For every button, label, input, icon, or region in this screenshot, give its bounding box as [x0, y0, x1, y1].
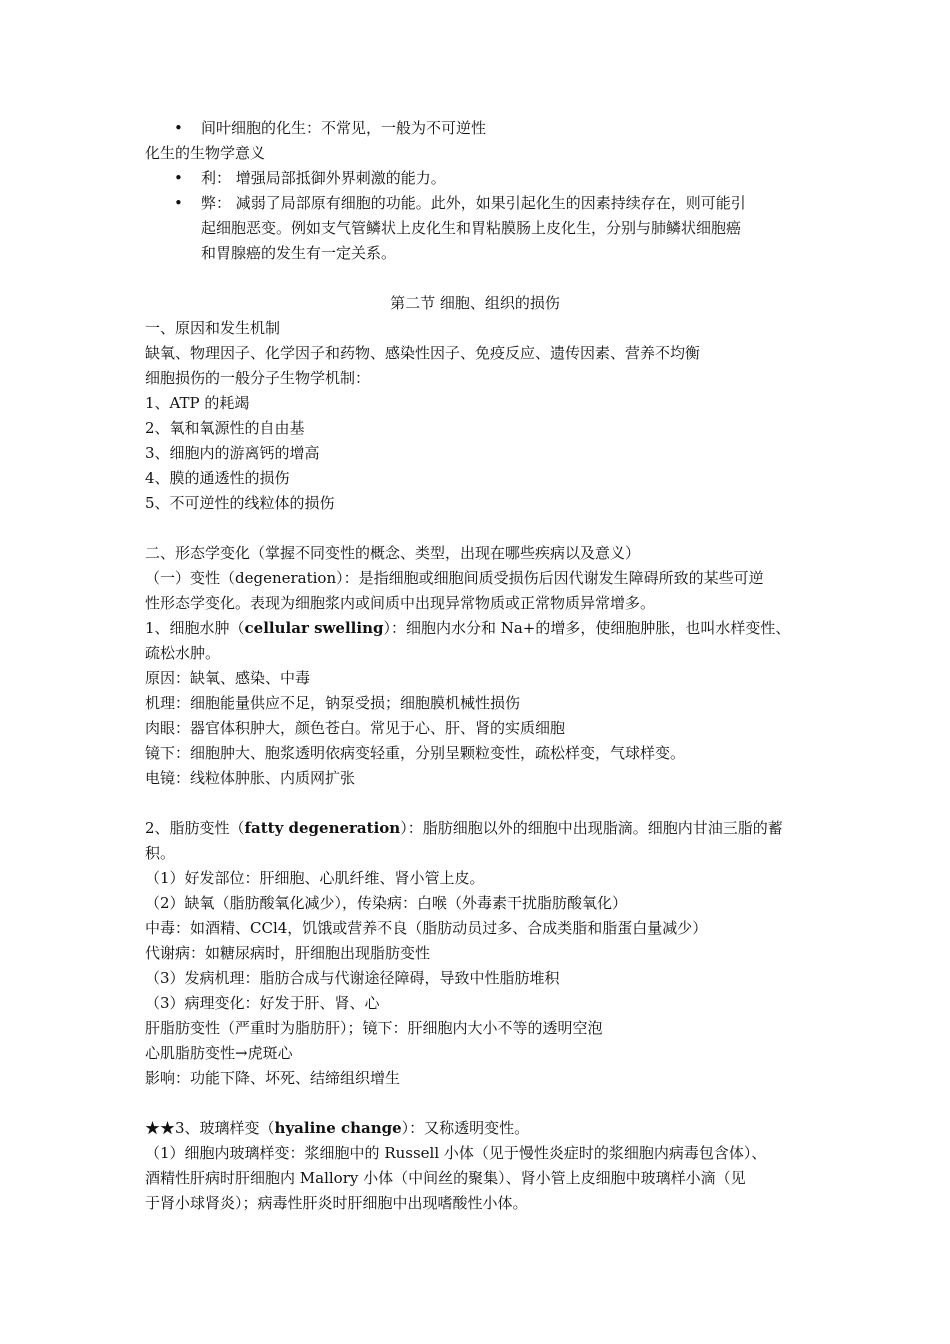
- swelling-detail: 电镜：线粒体肿胀、内质网扩张: [145, 769, 356, 787]
- bullet-text: 和胃腺癌的发生有一定关系。: [201, 244, 397, 262]
- swelling-suffix: ）：细胞内水分和 Na+的增多，使细胞肿胀，也叫水样变性、: [383, 619, 791, 637]
- fatty-detail: 心肌脂肪变性→虎斑心: [145, 1044, 293, 1062]
- hyaline-prefix: ★★3、玻璃样变（: [145, 1119, 275, 1137]
- swelling-detail: 原因：缺氧、感染、中毒: [145, 669, 311, 687]
- degeneration-definition: 性形态学变化。表现为细胞浆内或间质中出现异常物质或正常物质异常增多。: [145, 594, 656, 612]
- hyaline-detail: （1）细胞内玻璃样变：浆细胞中的 Russell 小体（见于慢性炎症时的浆细胞内病毒包含体）、: [145, 1144, 767, 1162]
- bullet-mark: •: [174, 119, 183, 137]
- swelling-prefix: 1、细胞水肿（: [145, 619, 245, 637]
- bullet-text: 利： 增强局部抵御外界刺激的能力。: [201, 169, 446, 187]
- hyaline-term: hyaline change: [274, 1119, 402, 1137]
- fatty-detail: （1）好发部位：肝细胞、心肌纤维、肾小管上皮。: [145, 869, 485, 887]
- degeneration-definition: （一）变性（degeneration）：是指细胞或细胞间质受损伤后因代谢发生障碍所致的某些可逆: [145, 569, 764, 587]
- fatty-detail: 影响：功能下降、坏死、结缔组织增生: [145, 1069, 401, 1087]
- bullet-text: 间叶细胞的化生：不常见，一般为不可逆性: [201, 119, 487, 137]
- swelling-detail: 机理：细胞能量供应不足，钠泵受损；细胞膜机械性损伤: [145, 694, 521, 712]
- fatty-suffix: ）：脂肪细胞以外的细胞中出现脂滴。细胞内甘油三脂的蓄: [400, 819, 783, 837]
- swelling-line2: 疏松水肿。: [145, 644, 221, 662]
- section-title: 第二节 细胞、组织的损伤: [390, 294, 560, 312]
- bullet-text: 起细胞恶变。例如支气管鳞状上皮化生和胃粘膜肠上皮化生，分别与肺鳞状细胞癌: [201, 219, 742, 237]
- fatty-detail: 代谢病：如糖尿病时，肝细胞出现脂肪变性: [145, 944, 431, 962]
- fatty-detail: 中毒：如酒精、CCl4，饥饿或营养不良（脂肪动员过多、合成类脂和脂蛋白量减少）: [145, 919, 708, 937]
- swelling-term: cellular swelling: [244, 619, 384, 637]
- mechanism-item: 3、细胞内的游离钙的增高: [145, 444, 320, 462]
- mechanism-item: 4、膜的通透性的损伤: [145, 469, 290, 487]
- hyaline-detail: 酒精性肝病时肝细胞内 Mallory 小体（中间丝的聚集）、肾小管上皮细胞中玻璃样小滴（见: [145, 1169, 746, 1187]
- bullet-mark: •: [174, 194, 183, 212]
- fatty-detail: （3）发病机理：脂肪合成与代谢途径障碍，导致中性脂肪堆积: [145, 969, 560, 987]
- swelling-heading: [145, 618, 790, 638]
- hyaline-detail: 于肾小球肾炎）；病毒性肝炎时肝细胞中出现嗜酸性小体。: [145, 1194, 528, 1212]
- mechanism-item: 5、不可逆性的线粒体的损伤: [145, 494, 335, 512]
- swelling-detail: 镜下：细胞肿大、胞浆透明依病变轻重，分别呈颗粒变性，疏松样变，气球样变。: [145, 744, 686, 762]
- cause-list: 缺氧、物理因子、化学因子和药物、感染性因子、免疫反应、遗传因素、营养不均衡: [145, 344, 701, 362]
- morph-heading: 二、形态学变化（掌握不同变性的概念、类型，出现在哪些疾病以及意义）: [145, 544, 641, 562]
- fatty-prefix: 2、脂肪变性（: [145, 819, 245, 837]
- mechanism-item: 1、ATP 的耗竭: [145, 394, 250, 412]
- cause-heading: 一、原因和发生机制: [145, 319, 281, 337]
- bullet-text: 弊： 减弱了局部原有细胞的功能。此外，如果引起化生的因素持续存在，则可能引: [201, 194, 746, 212]
- mechanism-item: 2、氧和氧源性的自由基: [145, 419, 305, 437]
- mechanism-heading: 细胞损伤的一般分子生物学机制：: [145, 369, 371, 387]
- fatty-detail: 肝脂肪变性（严重时为脂肪肝）；镜下：肝细胞内大小不等的透明空泡: [145, 1019, 603, 1037]
- fatty-detail: （2）缺氧（脂肪酸氧化减少），传染病：白喉（外毒素干扰脂肪酸氧化）: [145, 894, 628, 912]
- fatty-line2: 积。: [145, 844, 176, 862]
- fatty-term: fatty degeneration: [244, 819, 401, 837]
- bullet-mark: •: [174, 169, 183, 187]
- fatty-heading: [145, 818, 783, 838]
- fatty-detail: （3）病理变化：好发于肝、肾、心: [145, 994, 380, 1012]
- swelling-detail: 肉眼：器官体积肿大，颜色苍白。常见于心、肝、肾的实质细胞: [145, 719, 566, 737]
- hyaline-suffix: ）：又称透明变性。: [401, 1119, 530, 1137]
- hyaline-heading: [145, 1118, 529, 1138]
- significance-title: 化生的生物学意义: [145, 144, 266, 162]
